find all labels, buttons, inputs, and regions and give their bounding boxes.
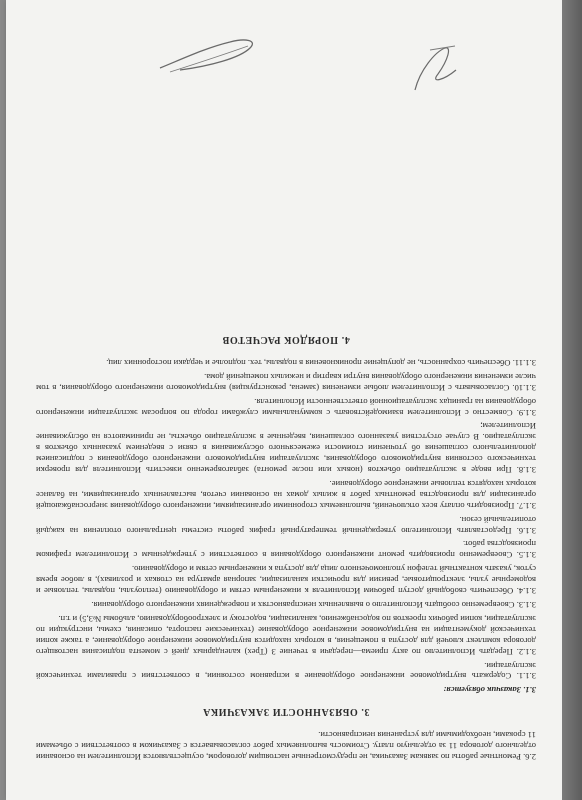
paragraph-2-6: 2.6. Ремонтные работы по заявкам Заказчика, не предусмотренные настоящим договором, осуществляются Исполнителем на основании отдельного договора 11 за отдельную плату. Стоимость выполняемых работ согласовывается с Заказчиком в соответствии с объемами 11 сроками, необходимыми для устранения неисправности. xyxy=(36,730,536,762)
item-3-1-8: 3.1.8. При вводе в эксплуатацию объектов (новых или после ремонта) заблаговременно известить Исполнителя для проверки технического состояния внутридомового оборудования, эксплуатации внутридомового инженерного оборудования с подписанием дополнительного соглашения об уточнении стоимости ежемесячного обслуживания в связи с введением указанных объектов в эксплуатацию. В случае отсутствия указанного соглашения, введенные в эксплуатацию объекты, не принимаются на обслуживание Исполнителем; xyxy=(36,421,536,476)
item-3-1-10: 3.1.10. Согласовывать с Исполнителем любые изменения (замена, реконструкция) внутридомового инженерного оборудования, в том числе изменения инженерного оборудования внутри квартир и нежилых помещений дома. xyxy=(36,371,536,393)
item-3-1-3: 3.1.3. Своевременно сообщать Исполнителю о выявленных неисправностях и повреждениях инженерного оборудования. xyxy=(91,600,536,611)
signature-left xyxy=(150,20,270,90)
item-3-1-6: 3.1.6. Предоставлять Исполнителю утвержденный температурный график работы системы центрального отопления на каждый отопительный сезон. xyxy=(36,514,536,536)
scan-edge xyxy=(562,0,582,800)
signature-right xyxy=(400,40,470,100)
document-body xyxy=(36,323,536,762)
item-3-1-9: 3.1.9. Совместно с Исполнителем взаимодействовать с коммунальными службами города по вопросам эксплуатации инженерного оборудования на границах эксплуатационной ответственности Исполнителя. xyxy=(36,396,536,418)
item-3-1-1: 3.1.1. Содержать внутридомовое инженерное оборудование в исправном состоянии, в соответствии с правилами технической эксплуатации. xyxy=(36,660,536,682)
subhead-3-1: 3.1. Заказчик обязуется: xyxy=(443,685,536,696)
item-3-1-11: 3.1.11. Обеспечить сохранность, не допущение проникновения в подвалы, тех. подполье и чердаки посторонних лиц. xyxy=(106,357,536,368)
section-3-title: 3. ОБЯЗАННОСТИ ЗАКАЗЧИКА xyxy=(202,706,370,718)
item-3-1-2: 3.1.2. Передать Исполнителю по акту приема—передачи в течение 3 (Трех) календарных дней с момента подписания настоящего договора комплект ключей для доступа в помещения, в которых находится внутридомовое инженерное оборудование, а также копии технической документации на внутридомовое инженерное оборудование (технические паспорта, описания, схемы, инструкции по эксплуатации, копии рабочих проектов по водоснабжению, канализации, водостоку и электрооборудованию, альбомы №3,5) и т.п. xyxy=(36,613,536,657)
document-page xyxy=(6,0,562,800)
item-3-1-4: 3.1.4. Обеспечить свободный доступ рабочим Исполнителя к инженерным сетям и оборудованию (теплоузлы, подвалы, тепловые и водомерные узлы, электрощитовые, ревизии для прочистки канализации, запорная арматура на стояках и розливах), в любое время суток, указать контактный телефон уполномоченного лица для доступа к инженерным сетям и оборудованию. xyxy=(36,564,536,597)
item-3-1-5: 3.1.5. Своевременно производить ремонт инженерного оборудования в соответствии с утвержденным с Исполнителем графиком производства работ. xyxy=(36,539,536,561)
item-3-1-7: 3.1.7. Производить оплату всех отключений, выполняемых сторонними организациями, инженерного оборудования энергоснабжающей организации для производства ремонтных работ в жилых домах на основании счетов, выставленных организациями, на балансе которых находятся тепловые инженерное оборудование. xyxy=(36,478,536,511)
section-4-title: 4. ПОРЯДОК РАСЧЕТОВ xyxy=(222,334,350,345)
